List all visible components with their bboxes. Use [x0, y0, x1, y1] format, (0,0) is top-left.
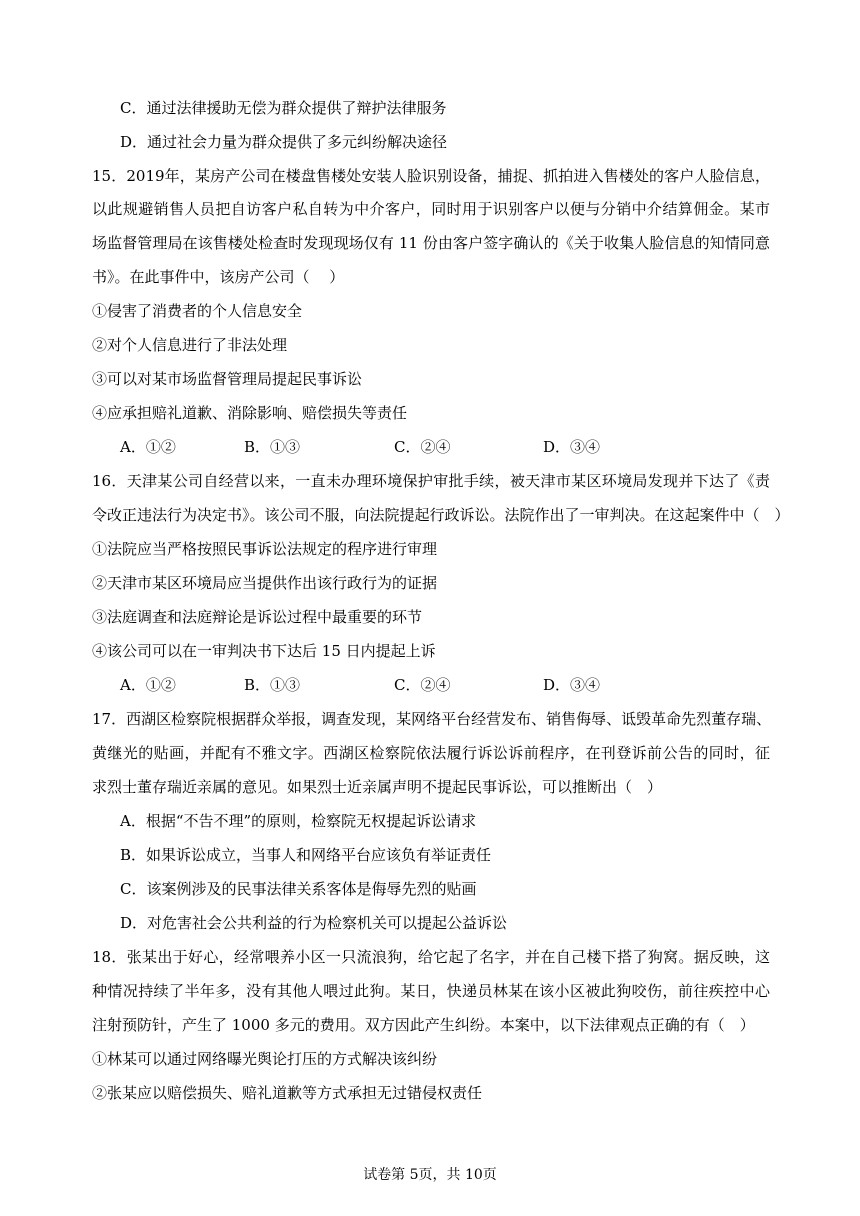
option-d: D．③④	[543, 438, 601, 456]
statement-item: ②张某应以赔偿损失、赔礼道歉等方式承担无过错侵权责任	[92, 1084, 483, 1102]
question-16-options	[120, 675, 680, 695]
question-15-line: 15．2019年，某房产公司在楼盘售楼处安装人脸识别设备，捕捉、抓拍进入售楼处的客户人脸信息，	[92, 167, 770, 185]
question-15-line: 场监督管理局在该售楼处检查时发现现场仅有 11 份由客户签字确认的《关于收集人脸信息的知情同意	[92, 234, 770, 252]
option-d: D．③④	[543, 676, 601, 694]
question-15-line: 以此规避销售人员把自访客户私自转为中介客户，同时用于识别客户以便与分销中介结算佣金。某市	[92, 200, 770, 218]
page-footer: 试卷第 5页，共 10页	[363, 1167, 497, 1183]
option-c-continued: C．通过法律援助无偿为群众提供了辩护法律服务	[120, 99, 447, 117]
statement-item: ②对个人信息进行了非法处理	[92, 336, 288, 354]
question-17-line: 黄继光的贴画，并配有不雅文字。西湖区检察院依法履行诉讼诉前程序，在刊登诉前公告的同时，征	[92, 744, 770, 762]
option-c: C．②④	[394, 438, 451, 456]
option-c: C．该案例涉及的民事法律关系客体是侮辱先烈的贴画	[120, 880, 477, 898]
statement-item: ②天津市某区环境局应当提供作出该行政行为的证据	[92, 574, 438, 592]
statement-item: ④应承担赔礼道歉、消除影响、赔偿损失等责任	[92, 404, 408, 422]
question-18-line: 注射预防针，产生了 1000 多元的费用。双方因此产生纠纷。本案中，以下法律观点正确的有（ ）	[92, 1016, 755, 1034]
option-b: B．①③	[244, 438, 301, 456]
option-c: C．②④	[394, 676, 451, 694]
option-a: A．①②	[120, 676, 176, 694]
question-16-line: 16．天津某公司自经营以来，一直未办理环境保护审批手续，被天津市某区环境局发现并下达了《责	[92, 472, 770, 490]
question-15-line: 书》。在此事件中，该房产公司（ ）	[92, 268, 345, 286]
question-15-options	[120, 437, 680, 457]
option-d: D．对危害社会公共利益的行为检察机关可以提起公益诉讼	[120, 914, 508, 932]
statement-item: ①法院应当严格按照民事诉讼法规定的程序进行审理	[92, 540, 438, 558]
statement-item: ③可以对某市场监督管理局提起民事诉讼	[92, 370, 363, 388]
statement-item: ④该公司可以在一审判决书下达后 15 日内提起上诉	[92, 642, 436, 660]
question-18-line: 18．张某出于好心，经常喂养小区一只流浪狗，给它起了名字，并在自己楼下搭了狗窝。据反映，这	[92, 948, 770, 966]
statement-item: ①侵害了消费者的个人信息安全	[92, 302, 303, 320]
option-d-continued: D．通过社会力量为群众提供了多元纠纷解决途径	[120, 133, 448, 151]
option-b: B．①③	[244, 676, 301, 694]
question-17-line: 17．西湖区检察院根据群众举报，调查发现，某网络平台经营发布、销售侮辱、诋毁革命先烈董存瑞、	[92, 710, 772, 728]
question-17-line: 求烈士董存瑞近亲属的意见。如果烈士近亲属声明不提起民事诉讼，可以推断出（ ）	[92, 778, 663, 796]
question-16-line: 令改正违法行为决定书》。该公司不服，向法院提起行政诉讼。法院作出了一审判决。在这起案件中（ ）	[92, 506, 790, 524]
statement-item: ①林某可以通过网络曝光舆论打压的方式解决该纠纷	[92, 1050, 438, 1068]
statement-item: ③法庭调查和法庭辩论是诉讼过程中最重要的环节	[92, 608, 423, 626]
option-b: B．如果诉讼成立，当事人和网络平台应该负有举证责任	[120, 846, 492, 864]
question-18-line: 种情况持续了半年多，没有其他人喂过此狗。某日，快递员林某在该小区被此狗咬伤，前往疾控中心	[92, 982, 770, 1000]
option-a: A．①②	[120, 438, 176, 456]
option-a: A．根据“不告不理”的原则，检察院无权提起诉讼请求	[120, 812, 477, 830]
